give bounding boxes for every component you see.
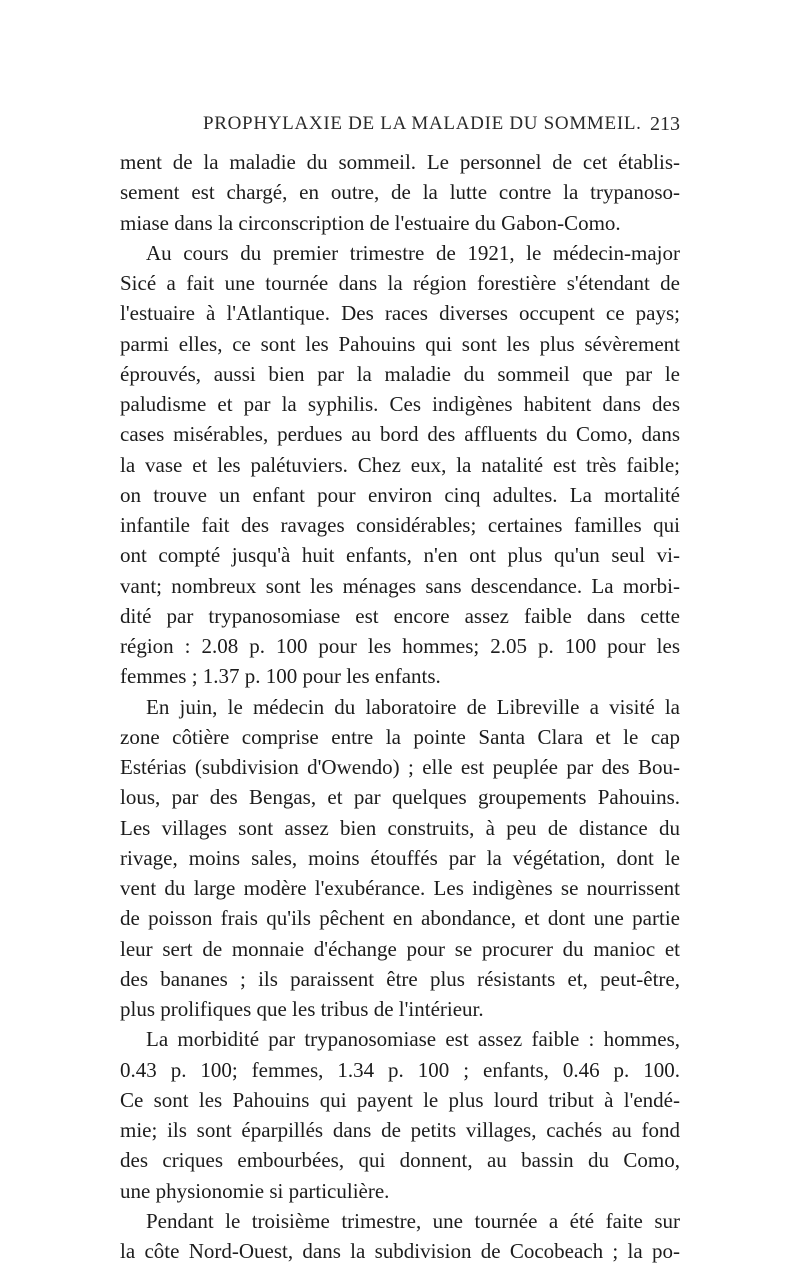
- text-line: ment de la maladie du sommeil. Le personnel de cet établis-: [120, 150, 680, 174]
- text-line: éprouvés, aussi bien par la maladie du sommeil que par le: [120, 361, 680, 386]
- text-line: une physionomie si particulière.: [120, 1178, 390, 1203]
- paragraph: [120, 1206, 680, 1266]
- paragraph: [120, 238, 680, 692]
- text-line: leur sert de monnaie d'échange pour se procurer du manioc et: [120, 936, 680, 961]
- text-line: femmes ; 1.37 p. 100 pour les enfants.: [120, 664, 441, 689]
- text-line: vent du large modère l'exubérance. Les indigènes se nourrissent: [120, 876, 680, 900]
- text-line: plus prolifiques que les tribus de l'intérieur.: [120, 997, 484, 1021]
- paragraph: [120, 1024, 680, 1206]
- paragraph: [120, 147, 680, 238]
- text-line: Sicé a fait une tournée dans la région forestière s'étendant de: [120, 271, 680, 295]
- text-line: cases misérables, perdues au bord des affluents du Como, dans: [120, 422, 680, 447]
- text-line: région : 2.08 p. 100 pour les hommes; 2.05 p. 100 pour les: [120, 634, 680, 658]
- text-line: la côte Nord-Ouest, dans la subdivision de Cocobeach ; la po-: [120, 1239, 680, 1263]
- text-line: paludisme et par la syphilis. Ces indigènes habitent dans des: [120, 392, 680, 416]
- text-line: la vase et les palétuviers. Chez eux, la natalité est très faible;: [120, 452, 680, 477]
- text-line: infantile fait des ravages considérables; certaines familles qui: [120, 513, 680, 537]
- text-line: Au cours du premier trimestre de 1921, le médecin-major: [146, 240, 680, 265]
- text-line: de poisson frais qu'ils pêchent en abondance, et dont une partie: [120, 906, 680, 931]
- text-line: vant; nombreux sont les ménages sans descendance. La morbi-: [120, 573, 680, 598]
- body-text: [120, 147, 680, 1266]
- text-line: La morbidité par trypanosomiase est assez faible : hommes,: [146, 1027, 680, 1052]
- text-line: zone côtière comprise entre la pointe Santa Clara et le cap: [120, 724, 680, 749]
- text-line: Estérias (subdivision d'Owendo) ; elle est peuplée par des Bou-: [120, 755, 680, 779]
- text-line: des bananes ; ils paraissent être plus résistants et, peut-être,: [120, 966, 680, 991]
- text-line: ont compté jusqu'à huit enfants, n'en ont plus qu'un seul vi-: [120, 543, 680, 568]
- text-line: on trouve un enfant pour environ cinq adultes. La mortalité: [120, 482, 680, 507]
- text-line: Ce sont les Pahouins qui payent le plus lourd tribut à l'endé-: [120, 1087, 680, 1112]
- text-line: miase dans la circonscription de l'estuaire du Gabon-Como.: [120, 210, 621, 235]
- text-line: lous, par des Bengas, et par quelques groupements Pahouins.: [120, 785, 680, 810]
- text-line: l'estuaire à l'Atlantique. Des races diverses occupent ce pays;: [120, 301, 680, 326]
- text-line: rivage, moins sales, moins étouffés par la végétation, dont le: [120, 845, 680, 870]
- running-head: [120, 113, 680, 143]
- text-line: Les villages sont assez bien construits, à peu de distance du: [120, 815, 680, 840]
- text-line: 0.43 p. 100; femmes, 1.34 p. 100 ; enfants, 0.46 p. 100.: [120, 1057, 680, 1082]
- text-line: des criques embourbées, qui donnent, au bassin du Como,: [120, 1148, 680, 1173]
- text-line: Pendant le troisième trimestre, une tournée a été faite sur: [146, 1208, 680, 1233]
- paragraph: [120, 692, 680, 1025]
- text-line: sement est chargé, en outre, de la lutte contre la trypanoso-: [120, 180, 680, 205]
- text-line: mie; ils sont éparpillés dans de petits villages, cachés au fond: [120, 1118, 680, 1142]
- text-line: En juin, le médecin du laboratoire de Libreville a visité la: [146, 694, 680, 719]
- page-number: 213: [650, 113, 680, 135]
- text-line: parmi elles, ce sont les Pahouins qui sont les plus sévèrement: [120, 331, 680, 356]
- text-line: dité par trypanosomiase est encore assez faible dans cette: [120, 603, 680, 628]
- running-title: PROPHYLAXIE DE LA MALADIE DU SOMMEIL.: [203, 113, 642, 134]
